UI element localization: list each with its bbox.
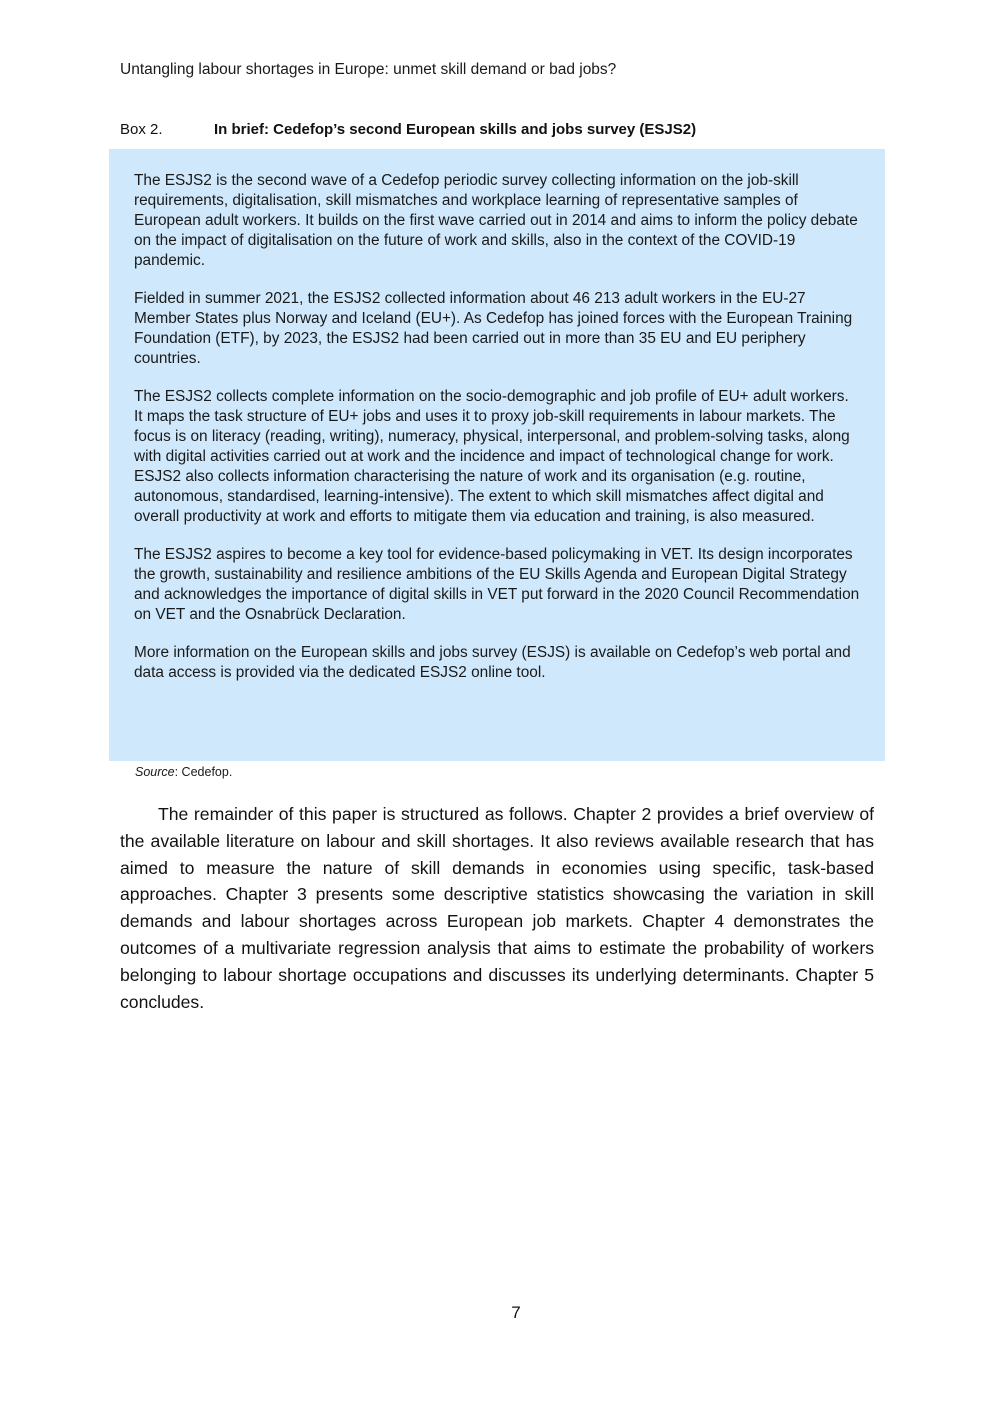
source-label: Source bbox=[135, 765, 175, 779]
box-source bbox=[135, 764, 232, 780]
page-number: 7 bbox=[511, 1303, 521, 1322]
box-paragraph: Fielded in summer 2021, the ESJS2 collected information about 46 213 adult workers in the EU-27 Member States plus Norway and Iceland (EU+). As Cedefop has joined forces with the European Training Foundation (ETF), by 2023, the ESJS2 had been carried out in more than 35 EU and EU periphery countries. bbox=[134, 290, 853, 367]
box-caption bbox=[120, 120, 696, 140]
box-paragraph: More information on the European skills and jobs survey (ESJS) is available on Cedefop’s web portal and data access is provided via the dedicated ESJS2 online tool. bbox=[134, 644, 851, 681]
body-paragraph: The remainder of this paper is structured as follows. Chapter 2 provides a brief overview of the available literature on labour and skill shortages. It also reviews available research that has aimed to measure the nature of skill demands in economies using specific, task-based approaches. Chapter 3 presents some descriptive statistics showcasing the variation in skill demands and labour shortages across European job markets. Chapter 4 demonstrates the outcomes of a multivariate regression analysis that aims to estimate the probability of workers belonging to labour shortage occupations and discusses its underlying determinants. Chapter 5 concludes. bbox=[120, 804, 874, 1012]
box-paragraph: The ESJS2 aspires to become a key tool for evidence-based policymaking in VET. Its design incorporates the growth, sustainability and resilience ambitions of the EU Skills Agenda and European Digital Strategy and acknowledges the importance of digital skills in VET put forward in the 2020 Council Recommendation on VET and the Osnabrück Declaration. bbox=[134, 546, 860, 623]
running-header: Untangling labour shortages in Europe: unmet skill demand or bad jobs? bbox=[120, 61, 617, 78]
box-label: Box 2. bbox=[120, 121, 163, 138]
box-paragraph: The ESJS2 collects complete information on the socio-demographic and job profile of EU+ adult workers. It maps the task structure of EU+ jobs and uses it to proxy job-skill requirements in labour markets. The focus is on literacy (reading, writing), numeracy, physical, interpersonal, and problem-solving tasks, along with digital activities carried out at work and the incidence and impact of technological change for work. ESJS2 also collects information characterising the nature of work and its organisation (e.g. routine, autonomous, standardised, learning-intensive). The extent to which skill mismatches affect digital and overall productivity at work and efforts to mitigate them via education and training, is also measured. bbox=[134, 388, 850, 525]
box-paragraph: The ESJS2 is the second wave of a Cedefop periodic survey collecting information on the job-skill requirements, digitalisation, skill mismatches and workplace learning of representative samples of European adult workers. It builds on the first wave carried out in 2014 and aims to inform the policy debate on the impact of digitalisation on the future of work and skills, also in the context of the COVID-19 pandemic. bbox=[134, 172, 858, 269]
info-box bbox=[109, 149, 885, 761]
source-value: : Cedefop. bbox=[174, 765, 233, 779]
box-title: In brief: Cedefop’s second European skills and jobs survey (ESJS2) bbox=[214, 121, 697, 138]
